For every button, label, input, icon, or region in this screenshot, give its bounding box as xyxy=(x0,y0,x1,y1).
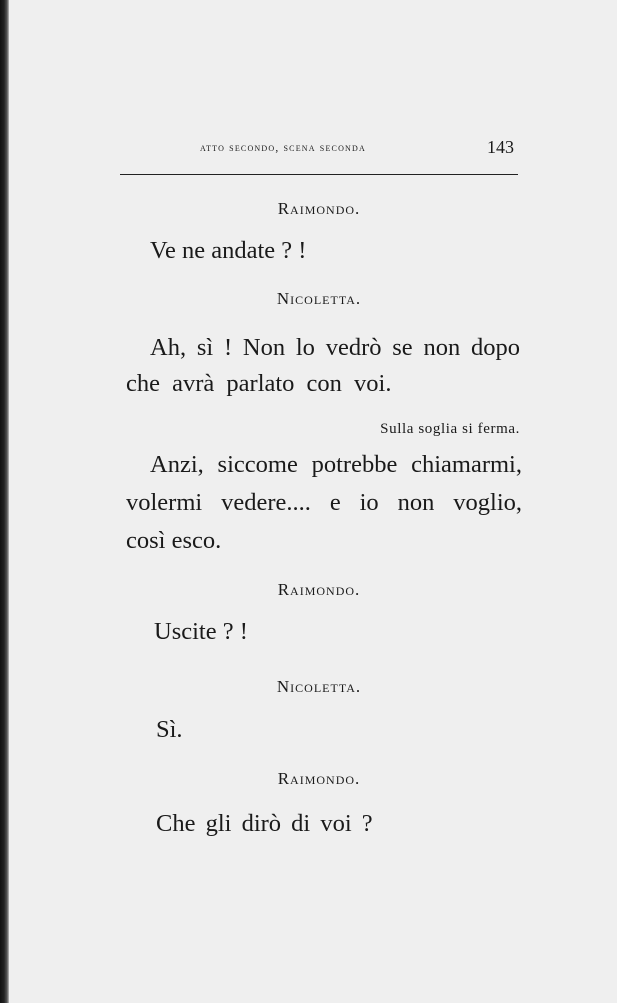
stage-direction: Sulla soglia si ferma. xyxy=(380,421,520,437)
page-header xyxy=(120,134,516,164)
dialogue-line: Sì. xyxy=(156,716,183,743)
dialogue-line: volermi vedere.... e io non voglio, xyxy=(126,489,522,516)
speaker-name: Nicoletta. xyxy=(276,289,362,308)
dialogue-line: Ve ne andate ? ! xyxy=(150,237,307,264)
header-rule xyxy=(120,174,518,175)
dialogue-line: Anzi, siccome potrebbe chiamarmi, xyxy=(150,451,522,478)
running-head: atto secondo, scena seconda xyxy=(200,142,366,154)
dialogue-line: così esco. xyxy=(126,527,222,554)
dialogue-line: Ah, sì ! Non lo vedrò se non dopo xyxy=(150,334,520,361)
speaker-name: Raimondo. xyxy=(277,769,361,788)
book-binding-edge xyxy=(0,0,9,1003)
speaker-name: Raimondo. xyxy=(277,580,361,599)
dialogue-line: Che gli dirò di voi ? xyxy=(156,810,373,837)
speaker-name: Nicoletta. xyxy=(276,677,362,696)
speaker-name: Raimondo. xyxy=(277,199,361,218)
dialogue-line: Uscite ? ! xyxy=(154,618,248,645)
dialogue-line: che avrà parlato con voi. xyxy=(126,370,392,397)
page-number: 143 xyxy=(487,137,514,157)
